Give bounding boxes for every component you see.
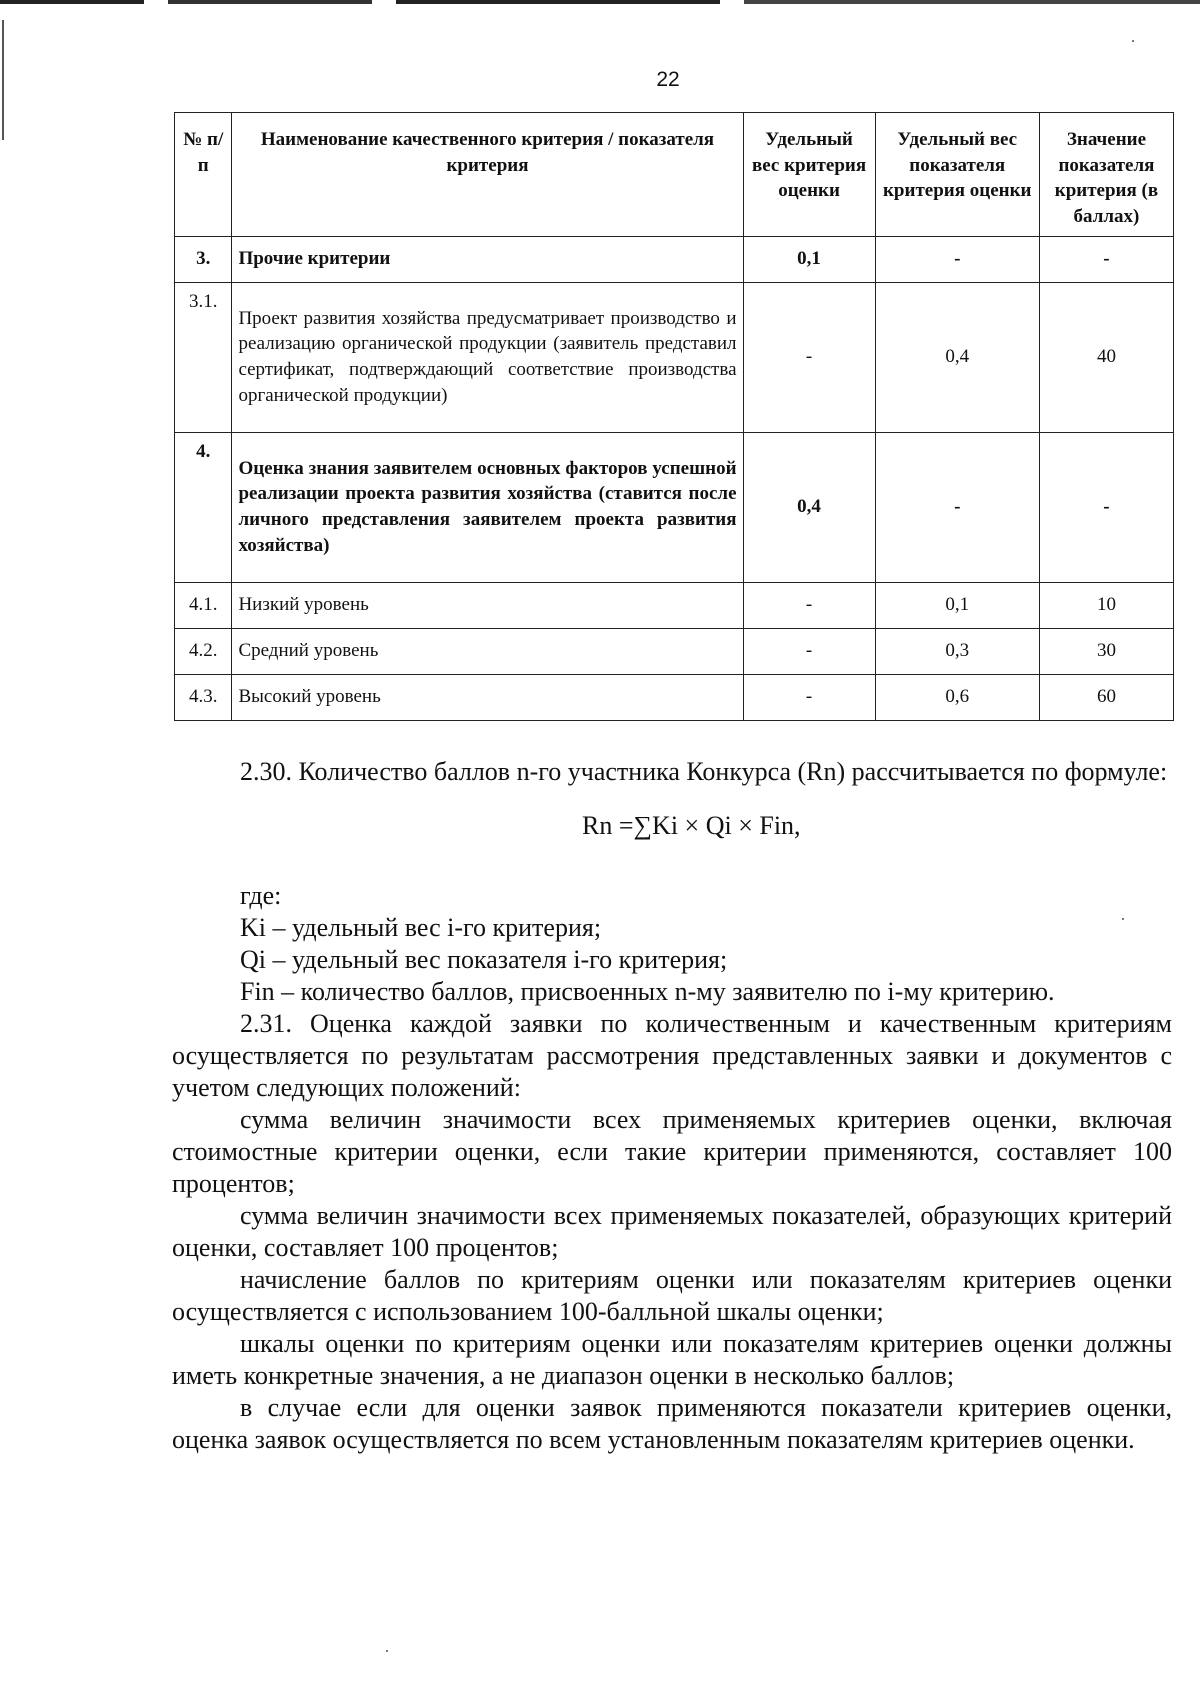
where-label: где: [240, 881, 282, 910]
table-row [175, 236, 1174, 282]
row-value: - [1039, 432, 1173, 582]
table-row [175, 282, 1174, 432]
row-number: 3. [175, 236, 232, 282]
paragraph-2-31: 2.31. Оценка каждой заявки по количественным и качественным критериям осуществляется по результатам рассмотрения представленных заявки и документов с учетом следующих положений: [172, 1009, 1172, 1102]
row-weight: - [743, 582, 875, 628]
row-number: 3.1. [175, 282, 232, 432]
formula: Rn =∑Ki × Qi × Fin, [582, 811, 801, 840]
body-text [172, 756, 1172, 1456]
table-row [175, 582, 1174, 628]
table-row [175, 432, 1174, 582]
row-weight: - [743, 282, 875, 432]
row-name: Низкий уровень [232, 582, 743, 628]
header-indicator-value: Значение показателя критерия (в баллах) [1039, 113, 1173, 237]
row-value: 40 [1039, 282, 1173, 432]
row-name: Прочие критерии [232, 236, 743, 282]
list-item: в случае если для оценки заявок применяются показатели критериев оценки, оценка заявок осуществляется по всем установленным показателям критериев оценки. [172, 1393, 1172, 1454]
row-weight: 0,4 [743, 432, 875, 582]
row-indicator-weight: 0,6 [875, 674, 1039, 720]
row-number: 4. [175, 432, 232, 582]
criteria-table [174, 112, 1174, 721]
definition-ki: Ki – удельный вес i-го критерия; [240, 913, 602, 942]
row-weight: - [743, 628, 875, 674]
row-indicator-weight: 0,4 [875, 282, 1039, 432]
header-indicator-weight: Удельный вес показателя критерия оценки [875, 113, 1039, 237]
row-name: Высокий уровень [232, 674, 743, 720]
definition-qi: Qi – удельный вес показателя i-го критерия; [240, 945, 728, 974]
header-number: № п/п [175, 113, 232, 237]
scan-speck [386, 1650, 388, 1652]
row-name: Проект развития хозяйства предусматривает производство и реализацию органической продукции (заявитель представил сертификат, подтверждающий соответствие производства органической продукции) [232, 282, 743, 432]
row-name: Средний уровень [232, 628, 743, 674]
row-indicator-weight: - [875, 236, 1039, 282]
definition-fin: Fin – количество баллов, присвоенных n-му заявителю по i-му критерию. [240, 977, 1055, 1006]
row-name: Оценка знания заявителем основных факторов успешной реализации проекта развития хозяйства (ставится после личного представления заявителем проекта развития хозяйства) [232, 432, 743, 582]
row-value: 10 [1039, 582, 1173, 628]
row-number: 4.3. [175, 674, 232, 720]
row-indicator-weight: - [875, 432, 1039, 582]
row-value: 30 [1039, 628, 1173, 674]
header-criterion-weight: Удельный вес критерия оценки [743, 113, 875, 237]
table-header-row [175, 113, 1174, 237]
header-name: Наименование качественного критерия / показателя критерия [232, 113, 743, 237]
row-weight: - [743, 674, 875, 720]
row-weight: 0,1 [743, 236, 875, 282]
list-item: сумма величин значимости всех применяемых критериев оценки, включая стоимостные критерии оценки, если такие критерии применяются, составляет 100 процентов; [172, 1105, 1172, 1198]
row-indicator-weight: 0,3 [875, 628, 1039, 674]
page-number: 22 [656, 68, 680, 91]
row-number: 4.2. [175, 628, 232, 674]
row-value: - [1039, 236, 1173, 282]
list-item: начисление баллов по критериям оценки или показателям критериев оценки осуществляется с использованием 100-балльной шкалы оценки; [172, 1265, 1172, 1326]
row-number: 4.1. [175, 582, 232, 628]
list-item: шкалы оценки по критериям оценки или показателям критериев оценки должны иметь конкретные значения, а не диапазон оценки в несколько баллов; [172, 1329, 1172, 1390]
scan-edge-top [0, 0, 1200, 4]
paragraph-2-30: 2.30. Количество баллов n-го участника Конкурса (Rn) рассчитывается по формуле: [240, 757, 1168, 786]
scan-speck [1132, 40, 1134, 42]
row-indicator-weight: 0,1 [875, 582, 1039, 628]
table-row [175, 628, 1174, 674]
table-row [175, 674, 1174, 720]
row-value: 60 [1039, 674, 1173, 720]
scan-speck [1122, 918, 1124, 920]
list-item: сумма величин значимости всех применяемых показателей, образующих критерий оценки, составляет 100 процентов; [172, 1201, 1172, 1262]
